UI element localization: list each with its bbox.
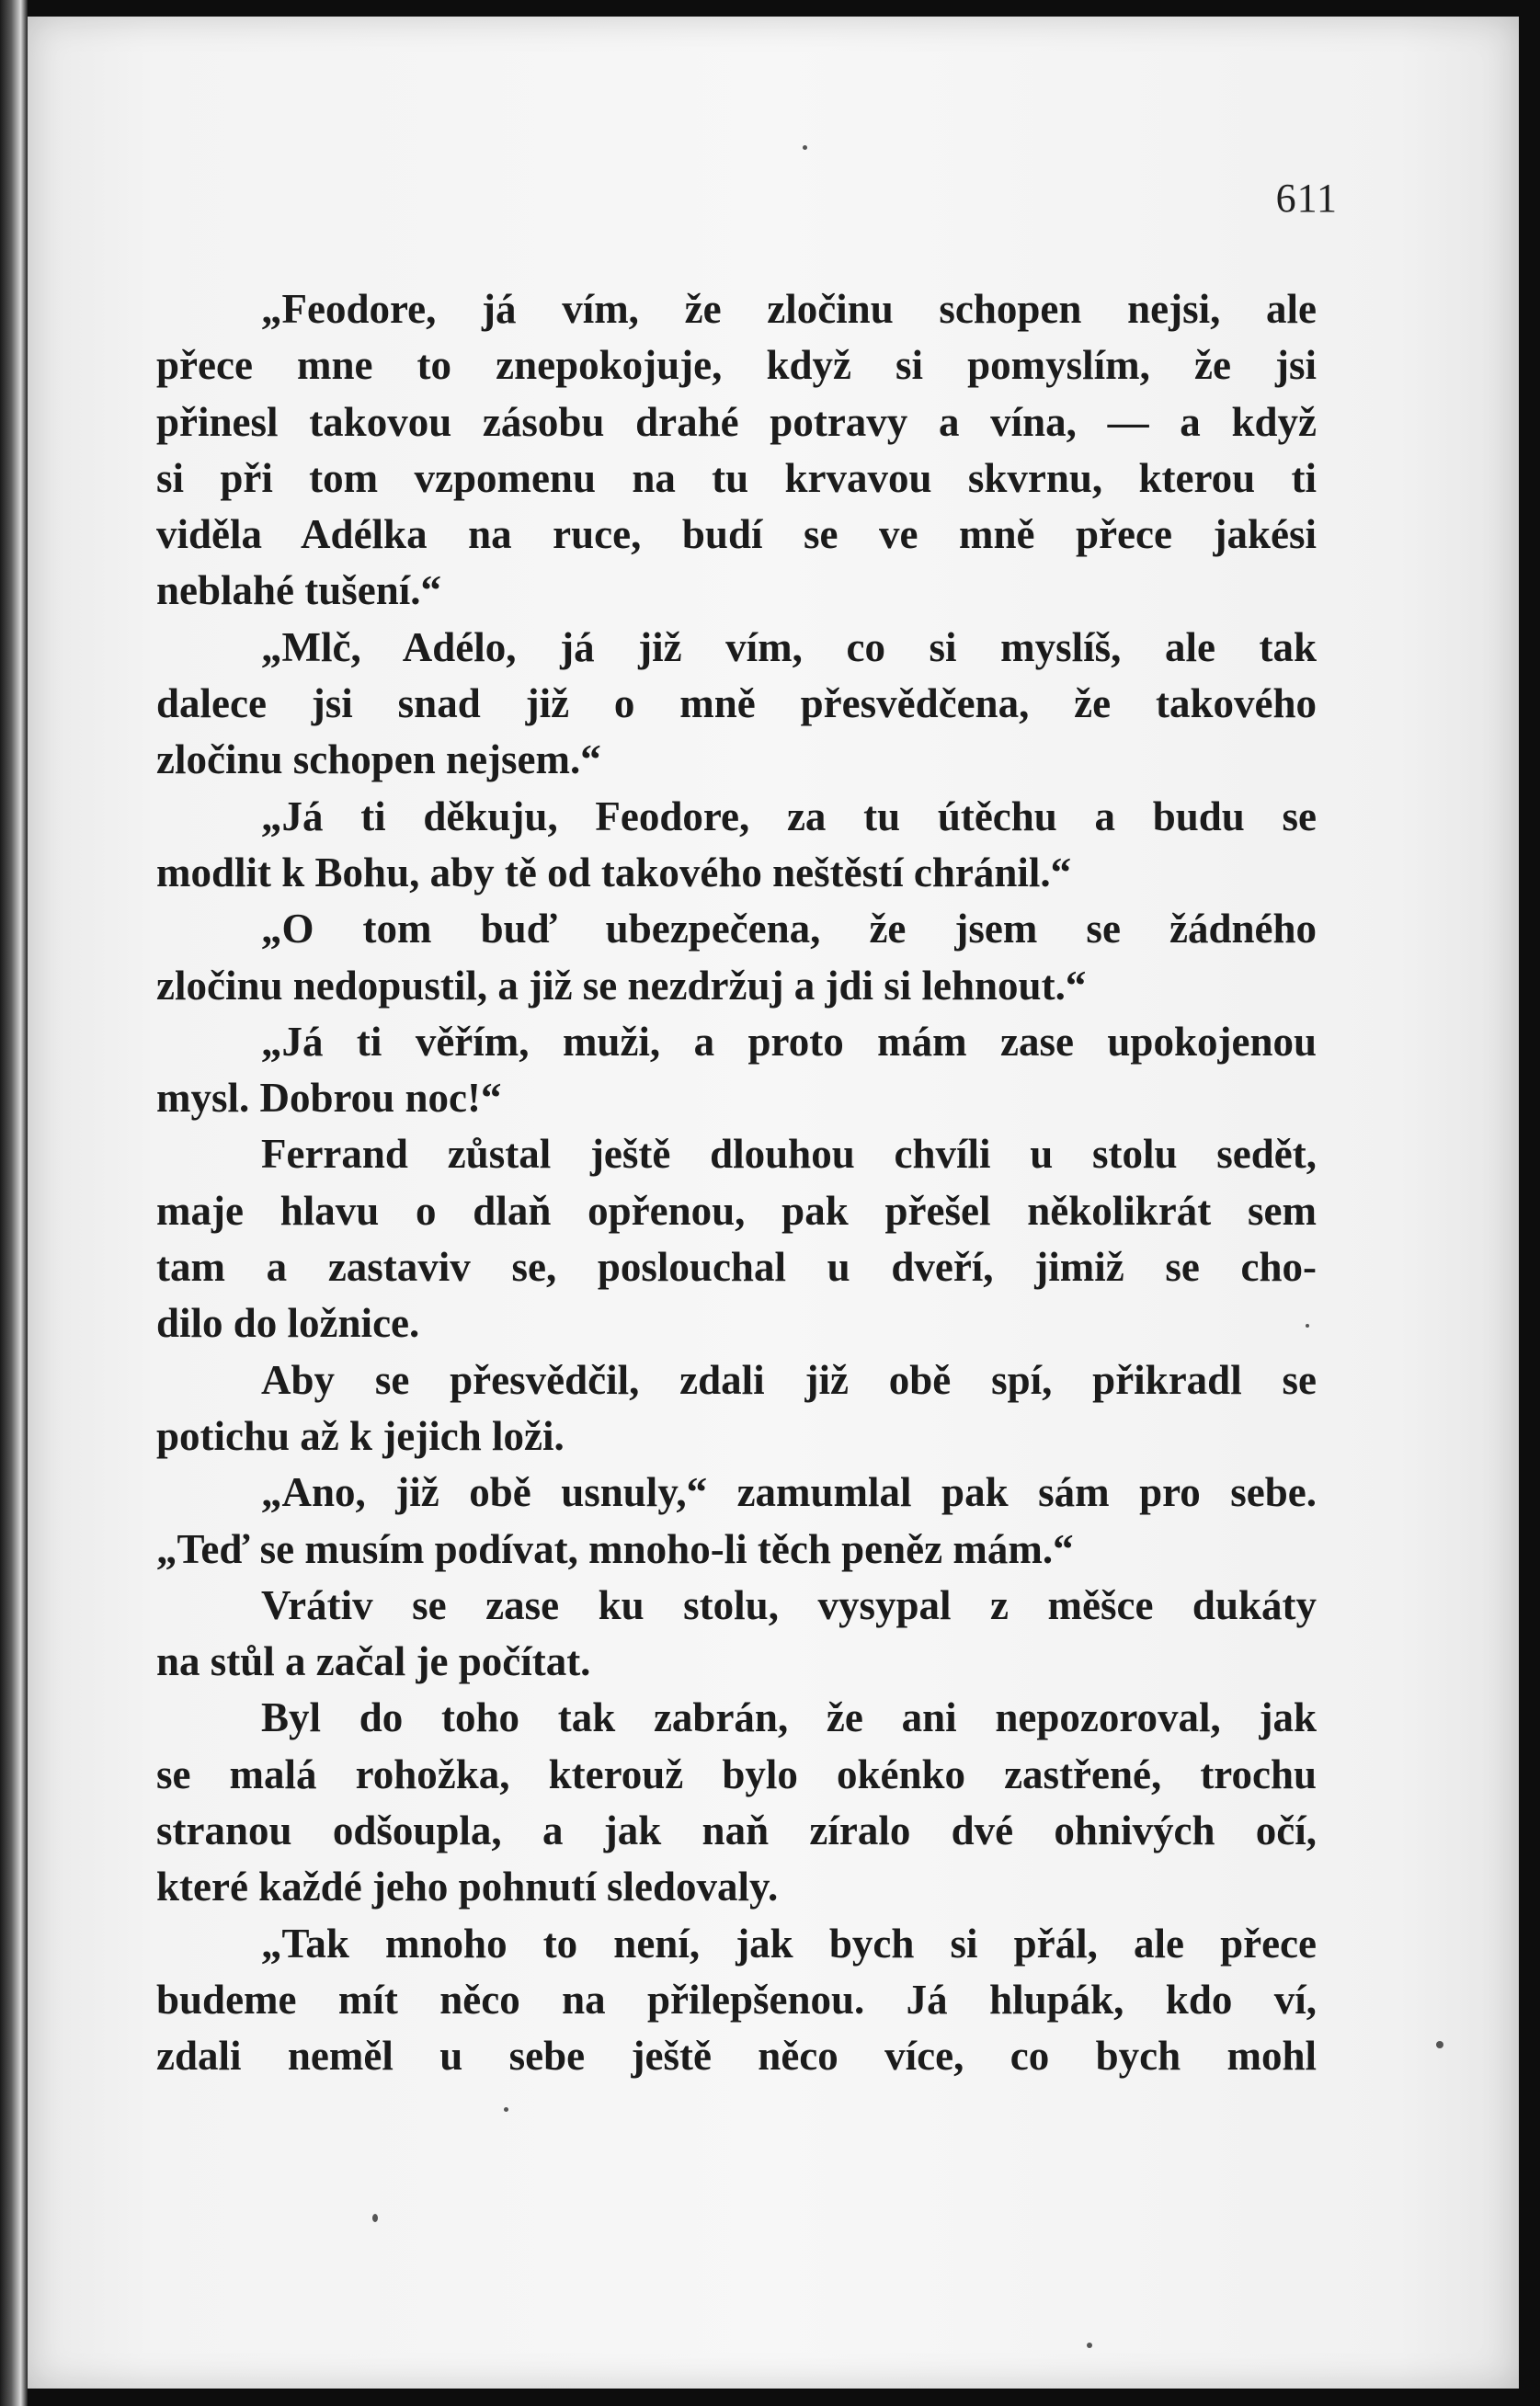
text-line: „Ano, již obě usnuly,“ zamumlal pak sám pro sebe. xyxy=(261,1469,1317,1516)
text-line: stranou odšoupla, a jak naň zíralo dvé ohnivých očí, xyxy=(156,1807,1317,1854)
text-line: přinesl takovou zásobu drahé potravy a vína, — a když xyxy=(156,398,1317,445)
text-line: Aby se přesvědčil, zdali již obě spí, přikradl se xyxy=(261,1356,1317,1403)
text-line: dalece jsi snad již o mně přesvědčena, že takového xyxy=(156,680,1317,727)
text-line: si při tom vzpomenu na tu krvavou skvrnu, kterou ti xyxy=(156,454,1317,501)
scan-speck xyxy=(1436,2041,1443,2048)
scan-speck xyxy=(1306,1324,1309,1328)
text-line: které každé jeho pohnutí sledovaly. xyxy=(156,1864,779,1910)
scan-speck xyxy=(1087,2343,1092,2348)
text-line: „Tak mnoho to není, jak bych si přál, ale přece xyxy=(261,1920,1317,1967)
text-line: budeme mít něco na přilepšenou. Já hlupák, kdo ví, xyxy=(156,1976,1317,2023)
text-line: zločinu schopen nejsem.“ xyxy=(156,736,601,783)
text-line: „Feodore, já vím, že zločinu schopen nejsi, ale xyxy=(261,286,1317,332)
text-line: modlit k Bohu, aby tě od takového neštěstí chránil.“ xyxy=(156,849,1072,895)
book-gutter-edge xyxy=(0,0,28,2406)
text-line: na stůl a začal je počítat. xyxy=(156,1638,591,1685)
text-line: „Teď se musím podívat, mnoho-li těch peněz mám.“ xyxy=(156,1525,1074,1572)
text-line: „Já ti věřím, muži, a proto mám zase upokojenou xyxy=(261,1018,1317,1065)
text-line: Vrátiv se zase ku stolu, vysypal z měšce dukáty xyxy=(261,1581,1317,1628)
text-line: zločinu nedopustil, a již se nezdržuj a jdi si lehnout.“ xyxy=(156,962,1087,1009)
scan-speck xyxy=(372,2214,378,2222)
text-line: zdali neměl u sebe ještě něco více, co bych mohl xyxy=(156,2033,1317,2080)
text-line: tam a zastaviv se, poslouchal u dveří, jimiž se cho- xyxy=(156,1244,1317,1291)
text-line: viděla Adélka na ruce, budí se ve mně přece jakési xyxy=(156,511,1317,558)
page-number: 611 xyxy=(1275,176,1338,221)
text-line: Byl do toho tak zabrán, že ani nepozoroval, jak xyxy=(261,1694,1317,1741)
text-line: se malá rohožka, kterouž bylo okénko zastřené, trochu xyxy=(156,1750,1317,1797)
text-line: „Mlč, Adélo, já již vím, co si myslíš, ale tak xyxy=(261,623,1317,670)
text-line: potichu až k jejich loži. xyxy=(156,1412,565,1459)
scan-speck xyxy=(504,2107,508,2112)
text-line: „Já ti děkuju, Feodore, za tu útěchu a budu se xyxy=(261,792,1317,839)
text-line: „O tom buď ubezpečena, že jsem se žádného xyxy=(261,906,1317,952)
body-text xyxy=(156,281,1317,2085)
text-line: přece mne to znepokojuje, když si pomyslím, že jsi xyxy=(156,342,1317,389)
text-line: neblahé tušení.“ xyxy=(156,567,442,614)
scan-speck xyxy=(803,145,807,150)
text-line: maje hlavu o dlaň opřenou, pak přešel několikrát sem xyxy=(156,1187,1317,1234)
text-line: Ferrand zůstal ještě dlouhou chvíli u stolu sedět, xyxy=(261,1131,1317,1178)
text-line: dilo do ložnice. xyxy=(156,1300,420,1347)
text-line: mysl. Dobrou noc!“ xyxy=(156,1075,502,1122)
